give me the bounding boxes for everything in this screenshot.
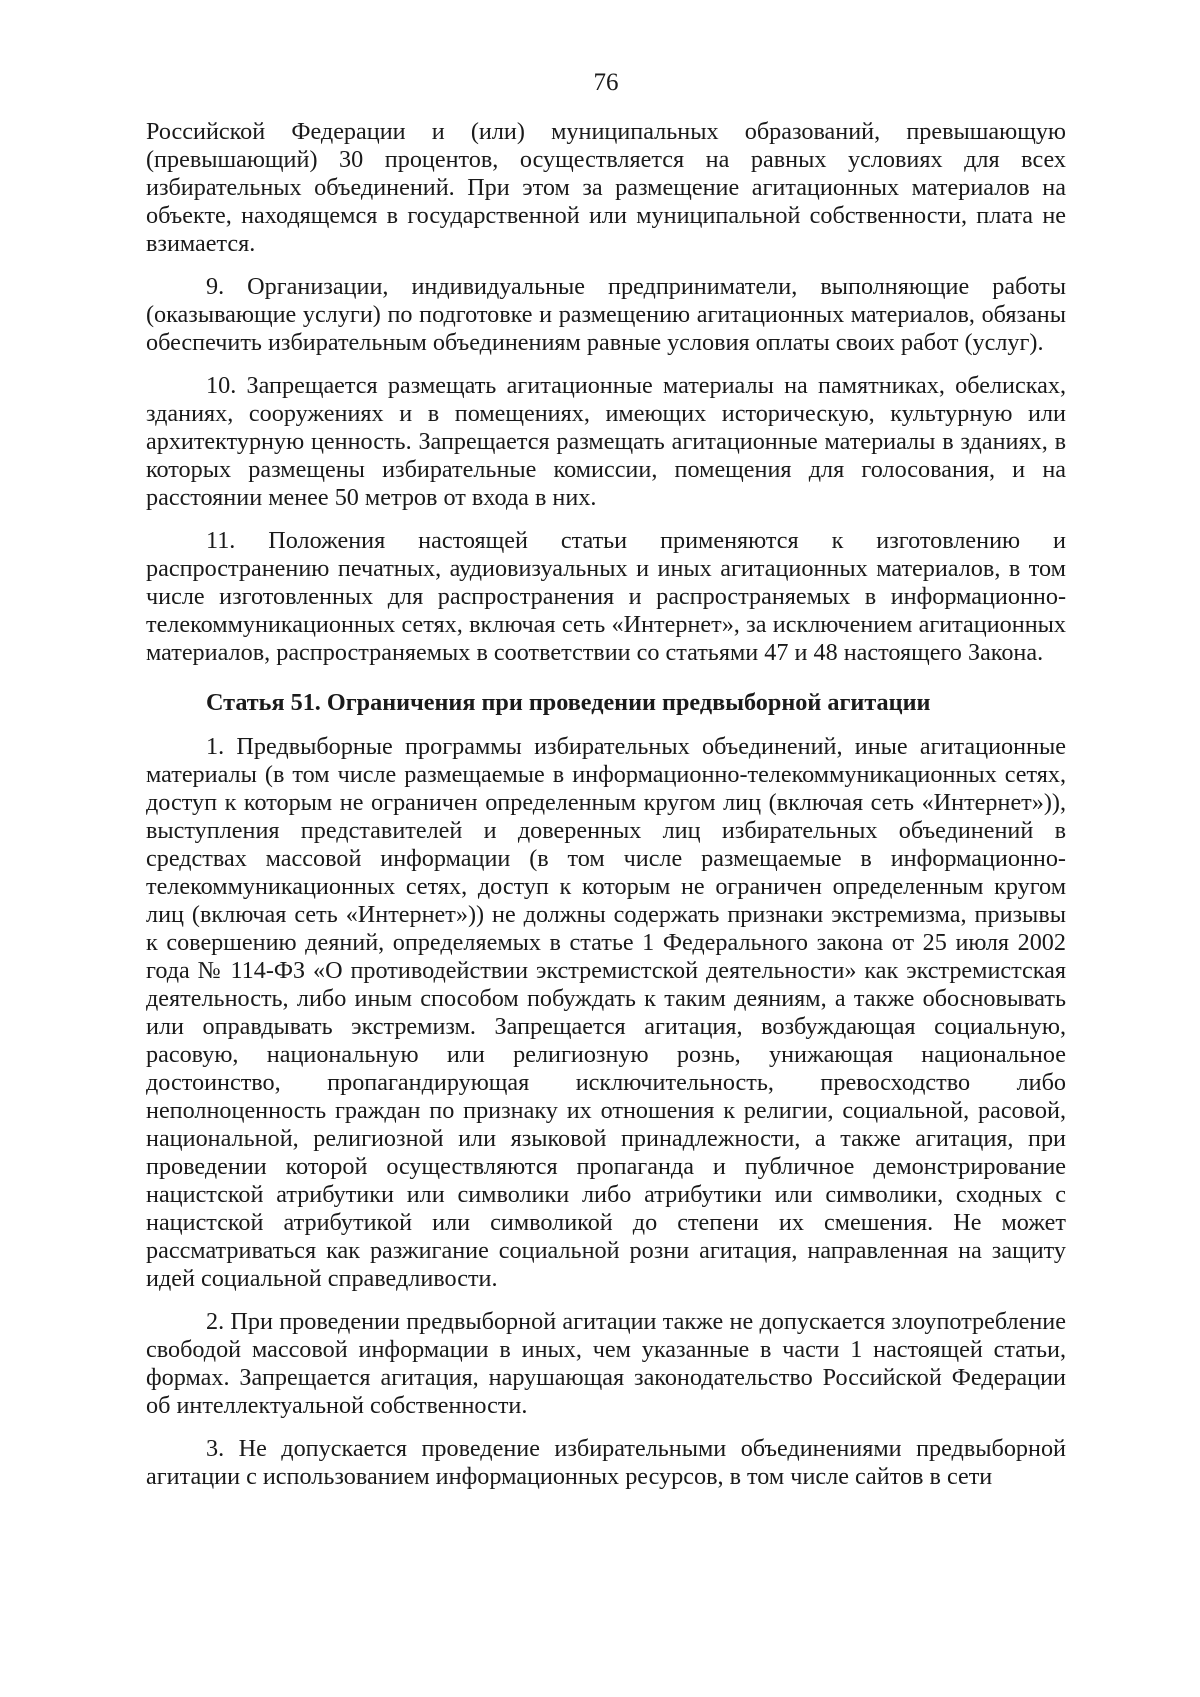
page-number: 76 xyxy=(593,69,619,96)
document-page xyxy=(146,68,1066,1506)
article-paragraph-1: 1. Предвыборные программы избирательных объединений, иные агитационные материалы (в том числе размещаемые в информационно-телекоммуникационных сетях, доступ к которым не ограничен определенным кругом лиц (включая сеть «Интернет»)), выступления представителей и доверенных лиц избирательных объединений в средствах массовой информации (в том числе размещаемые в информационно-телекоммуникационных сетях, доступ к которым не ограничен определенным кругом лиц (включая сеть «Интернет»)) не должны содержать признаки экстремизма, призывы к совершению деяний, определяемых в статье 1 Федерального закона от 25 июля 2002 года № 114-ФЗ «О противодействии экстремистской деятельности» как экстремистская деятельность, либо иным способом побуждать к таким деяниям, а также обосновывать или оправдывать экстремизм. Запрещается агитация, возбуждающая социальную, расовую, национальную или религиозную рознь, унижающая национальное достоинство, пропагандирующая исключительность, превосходство либо неполноценность граждан по признаку их отношения к религии, социальной, расовой, национальной, религиозной или языковой принадлежности, а также агитация, при проведении которой осуществляются пропаганда и публичное демонстрирование нацистской атрибутики или символики либо атрибутики или символики, сходных с нацистской атрибутикой или символикой до степени их смешения. Не может рассматриваться как разжигание социальной розни агитация, направленная на защиту идей социальной справедливости. xyxy=(146,733,1066,1292)
paragraph-item-9: 9. Организации, индивидуальные предприниматели, выполняющие работы (оказывающие услуги) по подготовке и размещению агитационных материалов, обязаны обеспечить избирательным объединениям равные условия оплаты своих работ (услуг). xyxy=(146,273,1066,356)
paragraph-continuation: Российской Федерации и (или) муниципальных образований, превышающую (превышающий) 30 процентов, осуществляется на равных условиях для всех избирательных объединений. При этом за размещение агитационных материалов на объекте, находящемся в государственной или муниципальной собственности, плата не взимается. xyxy=(146,118,1066,257)
paragraph-item-11: 11. Положения настоящей статьи применяются к изготовлению и распространению печатных, аудиовизуальных и иных агитационных материалов, в том числе изготовленных для распространения и распространяемых в информационно-телекоммуникационных сетях, включая сеть «Интернет», за исключением агитационных материалов, распространяемых в соответствии со статьями 47 и 48 настоящего Закона. xyxy=(146,527,1066,666)
paragraph-item-10: 10. Запрещается размещать агитационные материалы на памятниках, обелисках, зданиях, сооружениях и в помещениях, имеющих историческую, культурную или архитектурную ценность. Запрещается размещать агитационные материалы в зданиях, в которых размещены избирательные комиссии, помещения для голосования, и на расстоянии менее 50 метров от входа в них. xyxy=(146,372,1066,511)
article-paragraph-3: 3. Не допускается проведение избирательными объединениями предвыборной агитации с использованием информационных ресурсов, в том числе сайтов в сети xyxy=(146,1435,1066,1490)
article-paragraph-2: 2. При проведении предвыборной агитации также не допускается злоупотребление свободой массовой информации в иных, чем указанные в части 1 настоящей статьи, формах. Запрещается агитация, нарушающая законодательство Российской Федерации об интеллектуальной собственности. xyxy=(146,1308,1066,1419)
article-heading: Статья 51. Ограничения при проведении предвыборной агитации xyxy=(206,689,931,716)
